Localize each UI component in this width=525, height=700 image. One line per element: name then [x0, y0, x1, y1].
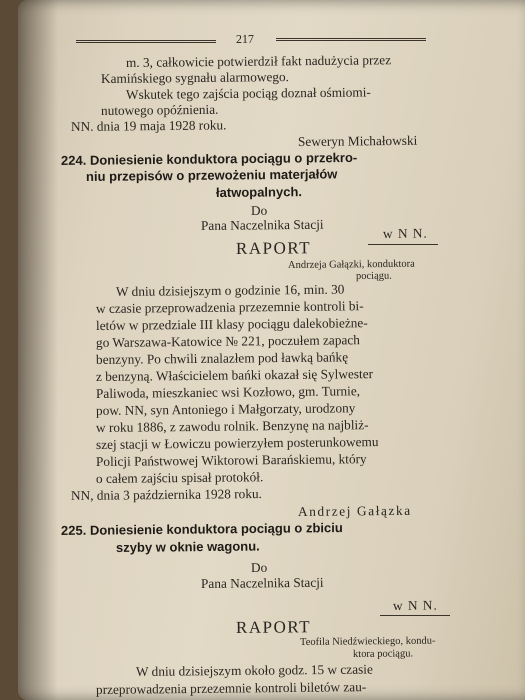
- doc224-body-line: pow. NN, syn Antoniego i Małgorzaty, urodzony: [95, 400, 356, 418]
- doc225-location-underline: [380, 615, 450, 616]
- doc224-body-line: benzyny. Po chwili znalazłem pod ławką bańkę: [95, 349, 349, 367]
- doc224-body-line: Policji Państwowej Wiktorowi Barańskiemu, który: [95, 451, 367, 469]
- doc225-do: Do: [250, 559, 268, 575]
- doc224-body-line: szej stacji w Łowiczu powierzyłem posterunkowemu: [95, 434, 379, 452]
- header-rule-right: [276, 38, 426, 43]
- doc225-author: Teofila Niedźwieckiego, kondu-: [299, 635, 436, 648]
- doc224-addressee: Pana Naczelnika Stacji: [200, 216, 324, 233]
- doc225-title: Doniesienie konduktora pociągu o zbiciu: [89, 520, 343, 538]
- doc224-body-line: o całem zajściu spisał protokół.: [95, 469, 264, 486]
- doc225-location: w N N.: [392, 597, 438, 613]
- binding-shadow: [18, 0, 58, 700]
- doc224-body-line: letów w przedziale III klasy pociągu dalekobieżne-: [95, 315, 368, 333]
- doc225-number: 225.: [60, 522, 87, 538]
- text-line: nutowego opóźnienia.: [100, 101, 219, 118]
- doc224-body-line: w czasie przeprowadzenia przezemnie kontroli bi-: [95, 298, 364, 316]
- doc224-number: 224.: [60, 152, 87, 168]
- doc225-body-line: przeprowadzenia przezemnie kontroli biletów zau-: [95, 679, 367, 697]
- doc224-raport-title: RAPORT: [235, 238, 312, 258]
- signature: Seweryn Michałowski: [297, 132, 418, 149]
- doc225-author: ktora pociągu.: [352, 648, 414, 660]
- doc225-title: szyby w oknie wagonu.: [115, 538, 260, 555]
- doc224-location: w N N.: [382, 225, 428, 241]
- text-line: Kamińskiego sygnału alarmowego.: [100, 69, 290, 86]
- doc224-body-line: w roku 1886, z zawodu rolnik. Benzynę na najbliż-: [95, 417, 369, 435]
- doc225-addressee: Pana Naczelnika Stacji: [200, 574, 324, 591]
- doc224-date: NN, dnia 3 października 1928 roku.: [70, 486, 262, 503]
- doc224-body-line: go Warszawa-Katowice № 221, poczułem zapach: [95, 332, 360, 350]
- doc224-signature: Andrzej Gałązka: [297, 502, 412, 519]
- doc225-heading-line1: [61, 520, 343, 539]
- doc224-body-line: z benzyną. Właścicielem bańki okazał się Sylwester: [95, 366, 374, 384]
- doc224-author: Andrzeja Gałązki, konduktora: [287, 258, 415, 271]
- doc224-title: łatwopalnych.: [215, 184, 303, 200]
- doc224-location-underline: [368, 244, 438, 245]
- doc224-do: Do: [250, 202, 268, 218]
- doc224-title: Doniesienie konduktora pociągu o przekro-: [89, 149, 358, 168]
- page-number: 217: [235, 31, 255, 46]
- doc224-author: pociągu.: [355, 270, 392, 282]
- text-line: m. 3, całkowicie potwierdził fakt nadużycia przez: [125, 52, 392, 70]
- header-rule-left: [76, 40, 216, 45]
- doc225-body-line: W dniu dzisiejszym około godz. 15 w czasie: [135, 661, 373, 679]
- text-line: Wskutek tego zajścia pociąg doznał ośmiomi-: [125, 84, 371, 102]
- doc225-raport-title: RAPORT: [235, 617, 312, 637]
- book-page: [18, 0, 525, 700]
- doc224-title: niu przepisów o przewożeniu materjałów: [85, 166, 338, 184]
- date-line: NN. dnia 19 maja 1928 roku.: [70, 117, 227, 134]
- doc224-body-line: W dniu dzisiejszym o godzinie 16, min. 30: [115, 281, 345, 299]
- doc224-body-line: Paliwoda, mieszkaniec wsi Kozłowo, gm. Turnie,: [95, 383, 361, 401]
